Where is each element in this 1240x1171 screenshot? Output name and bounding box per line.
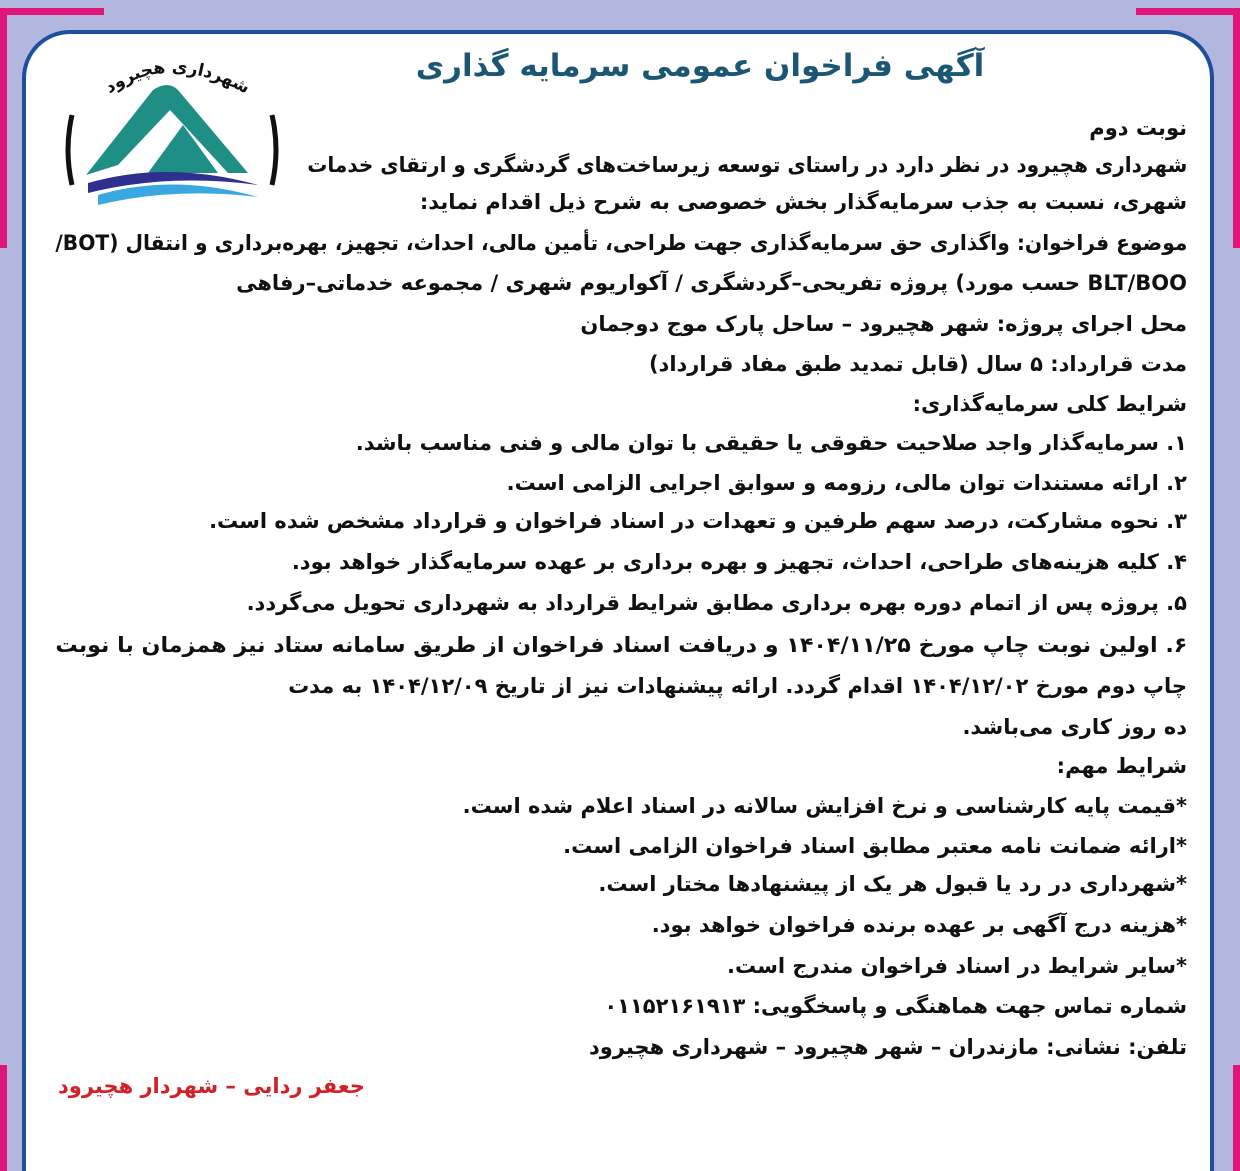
important-item: *قیمت پایه کارشناسی و نرخ افزایش سالانه در اسناد اعلام شده است. — [462, 794, 1187, 818]
condition-item: ۴. کلیه هزینه‌های طراحی، احداث، تجهیز و بهره برداری بر عهده سرمایه‌گذار خواهد بود. — [291, 550, 1187, 574]
corner-mark — [1136, 8, 1240, 15]
corner-mark — [0, 1065, 7, 1171]
subject-line: BLT/BOO حسب مورد) پروژه تفریحی–گردشگری / آکواریوم شهری / مجموعه خدماتی–رفاهی — [236, 271, 1187, 295]
corner-mark — [0, 8, 104, 15]
duration-line: مدت قرارداد: ۵ سال (قابل تمدید طبق مفاد قرارداد) — [648, 352, 1187, 376]
corner-mark — [0, 8, 7, 248]
section-heading: شرایط مهم: — [1056, 754, 1187, 778]
important-item: *هزینه درج آگهی بر عهده برنده فراخوان خواهد بود. — [651, 913, 1187, 937]
important-item: *شهرداری در رد یا قبول هر یک از پیشنهادها مختار است. — [598, 872, 1187, 896]
important-item: *سایر شرایط در اسناد فراخوان مندرج است. — [727, 954, 1187, 978]
page-title: آگهی فراخوان عمومی سرمایه گذاری — [415, 48, 985, 84]
corner-mark — [1233, 8, 1240, 248]
condition-item: ۳. نحوه مشارکت، درصد سهم طرفین و تعهدات در اسناد فراخوان و قرارداد مشخص شده است. — [209, 509, 1187, 533]
contact-address: تلفن: نشانی: مازندران – شهر هچیرود – شهرداری هچیرود — [588, 1035, 1187, 1059]
intro-line: شهری، نسبت به جذب سرمایه‌گذار بخش خصوصی به شرح ذیل اقدام نماید: — [419, 190, 1187, 214]
signature: جعفر ردایی – شهردار هچیرود — [58, 1074, 365, 1098]
subject-line: موضوع فراخوان: واگذاری حق سرمایه‌گذاری جهت طراحی، تأمین مالی، احداث، تجهیز، بهره‌برداری و انتقال (BOT/ — [55, 231, 1187, 255]
round-label: نوبت دوم — [1089, 116, 1187, 140]
section-heading: شرایط کلی سرمایه‌گذاری: — [912, 392, 1187, 416]
municipality-logo — [58, 55, 288, 205]
corner-mark — [1233, 1065, 1240, 1171]
condition-item: ۱. سرمایه‌گذار واجد صلاحیت حقوقی یا حقیقی با توان مالی و فنی مناسب باشد. — [355, 431, 1187, 455]
condition-item: ده روز کاری می‌باشد. — [962, 715, 1187, 739]
condition-item: ۶. اولین نوبت چاپ مورخ ۱۴۰۴/۱۱/۲۵ و دریافت اسناد فراخوان از طریق سامانه ستاد نیز همزمان با نوبت — [55, 633, 1187, 657]
intro-line: شهرداری هچیرود در نظر دارد در راستای توسعه زیرساخت‌های گردشگری و ارتقای خدمات — [307, 153, 1187, 177]
condition-item: ۲. ارائه مستندات توان مالی، رزومه و سوابق اجرایی الزامی است. — [506, 471, 1187, 495]
contact-phone: شماره تماس جهت هماهنگی و پاسخگویی: ۰۱۱۵۲۱۶۱۹۱۳ — [604, 994, 1187, 1018]
condition-item: ۵. پروژه پس از اتمام دوره بهره برداری مطابق شرایط قرارداد به شهرداری تحویل می‌گردد. — [246, 591, 1187, 615]
location-line: محل اجرای پروژه: شهر هچیرود – ساحل پارک موج دوجمان — [580, 312, 1187, 336]
condition-item: چاپ دوم مورخ ۱۴۰۴/۱۲/۰۲ اقدام گردد. ارائه پیشنهادات نیز از تاریخ ۱۴۰۴/۱۲/۰۹ به مدت — [288, 674, 1187, 698]
important-item: *ارائه ضمانت نامه معتبر مطابق اسناد فراخوان الزامی است. — [563, 834, 1187, 858]
logo-text: شهرداری هچیرود — [101, 57, 253, 99]
